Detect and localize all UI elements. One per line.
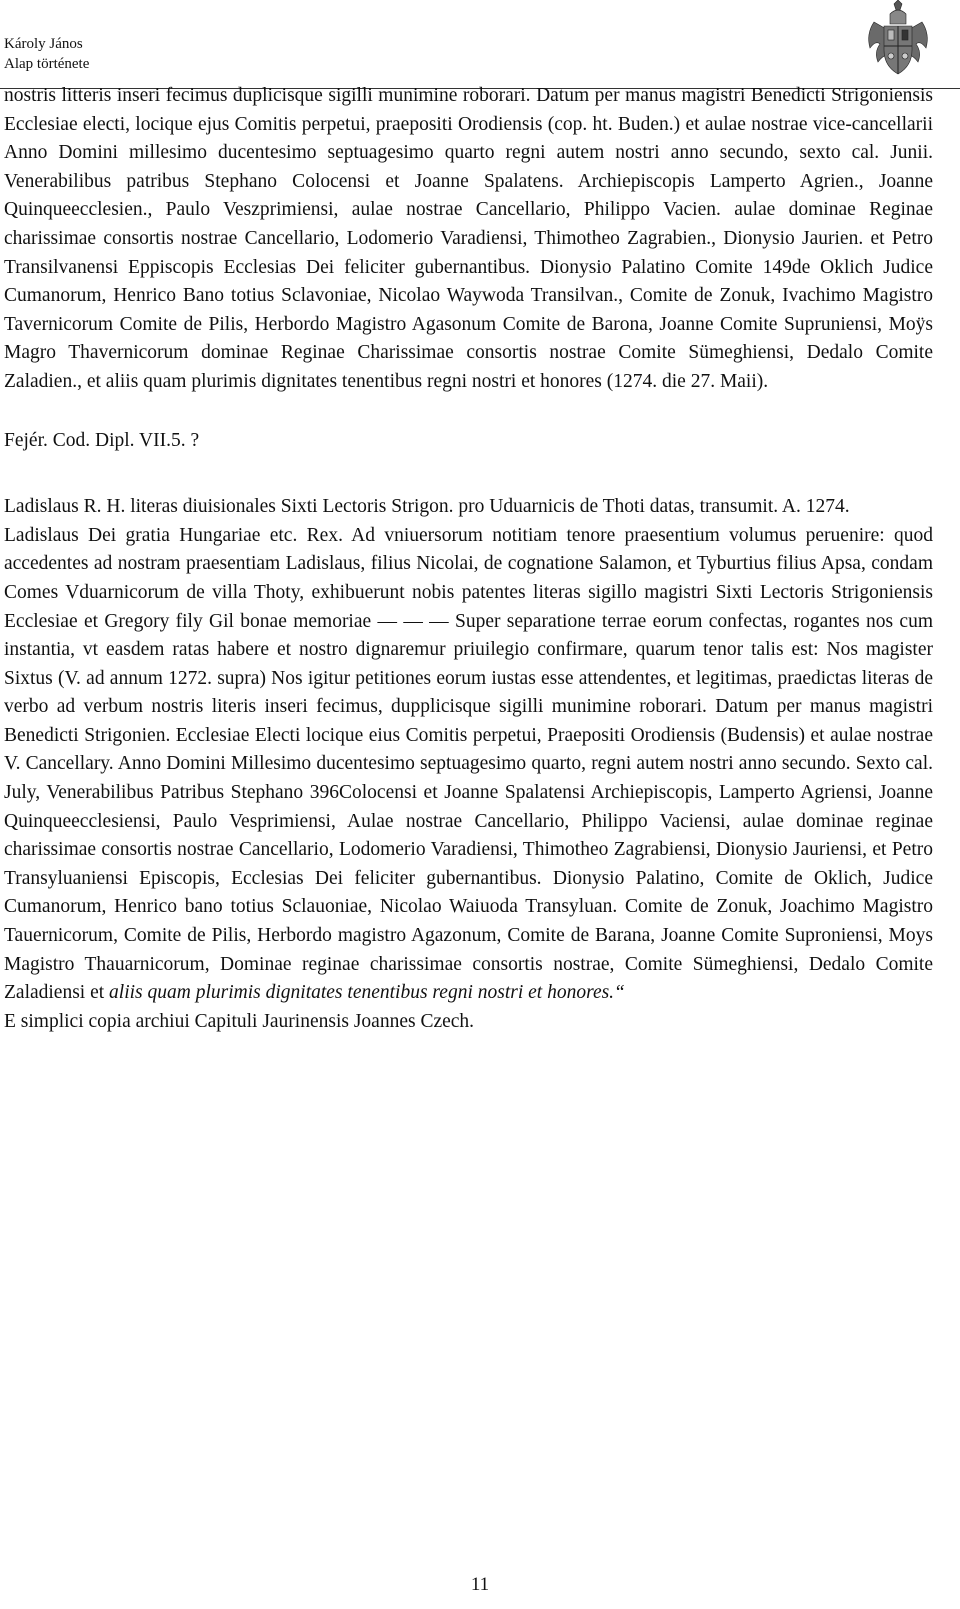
header-text (4, 34, 89, 74)
paragraph-charter-end: nostris litteris inseri fecimus duplicisque sigilli munimine roborari. Datum per manus magistri Benedicti Strigoniensis Ecclesiae electi, locique ejus Comitis perpetui, praepositi Orodiensis (cop. ht. Buden.) et aulae nostrae vice-cancellarii Anno Domini millesimo ducentesimo septuagesimo quarto regni autem nostri anno secundo, sexto cal. Junii. Venerabilibus patribus Stephano Colocensi et Joanne Spalatens. Archiepiscopis Lamperto Agrien., Joanne Quinqueecclesien., Paulo Veszprimiensi, aulae nostrae Cancellario, Philippo Vacien. aulae dominae Reginae charissimae consortis nostrae Cancellario, Lodomerio Varadiensi, Thimotheo Zagrabien., Dionysio Jaurien. et Petro Transilvanensi Eppiscopis Ecclesias Dei feliciter gubernantibus. Dionysio Palatino Comite 149de Oklich Judice Cumanorum, Henrico Bano totius Sclavoniae, Nicolao Waywoda Transilvan., Comite de Zonuk, Ivachimo Magistro Tavernicorum Comite de Pilis, Herbordo Magistro Agasonum Comite de Barona, Joanne Comite Supruniensi, Moÿs Magro Thavernicorum dominae Reginae Charissimae consortis nostrae Comite Sümeghiensi, Dedalo Comite Zaladien., et aliis quam plurimis dignitates tenentibus regni nostri et honores (1274. die 27. Maii). (4, 85, 933, 392)
page-header (0, 0, 960, 89)
source-citation: Fejér. Cod. Dipl. VII.5. ? (4, 429, 200, 451)
header-author: Károly János (4, 36, 83, 52)
paragraph-charter-main: Ladislaus Dei gratia Hungariae etc. Rex. Ad vniuersorum notitiam tenore praesentium volumus peruenire: quod accedentes ad nostram praesentiam Ladislaus, filius Nicolai, de cognatione Salamon, et Tyburtius filius Apsa, condam Comes Vduarnicorum de villa Thoty, exhibuerunt nobis patentes literas sigillo magistri Sixti Lectoris Strigoniensis Ecclesiae et Gregory fily Gil bonae memoriae ― ― ― Super separatione terrae eorum confectas, rogantes nos cum instantia, vt easdem ratas habere et nostro dignaremur priuilegio confirmare, quarum tenor talis est: Nos magister Sixtus (V. ad annum 1272. supra) Nos igitur petitiones eorum iustas esse attendentes, et legitimas, praedictas literas de verbo ad verbum nostris literis inseri fecimus, dupplicisque sigilli munimine roborari. Datum per manus magistri Benedicti Strigonien. Ecclesiae Electi locique eius Comitis perpetui, Praepositi Orodiensis (Budensis) et aulae nostrae V. Cancellary. Anno Domini Millesimo ducentesimo septuagesimo quarto, regni autem nostri anno secundo. Sexto cal. July, Venerabilibus Patribus Stephano 396Colocensi et Joanne Spalatensi Archiepiscopis, Lamperto Agriensi, Joanne Quinqueecclesiensi, Paulo Vesprimiensi, Aulae nostrae Cancellario, Philippo Vaciensi, aulae dominae reginae charissimae consortis nostrae Cancellario, Lodomerio Varadiensi, Thimotheo Zagrabiensi, Dionysio Jauriensi, et Petro Transyluaniensi Episcopis, Ecclesias Dei feliciter gubernantibus. Dionysio Palatino, Comite de Oklich, Judice Cumanorum, Henrico bano totius Sclauoniae, Nicolao Waiuoda Transyluan. Comite de Zonuk, Joachimo Magistro Tauernicorum, Comite de Pilis, Herbordo magistro Agazonum, Comite de Barana, Joanne Comite Suproniensi, Moys Magistro Thauarnicorum, Dominae reginae charissimae consortis nostrae, Comite Sümeghiensi, Dedalo Comite Zaladiensi et (4, 524, 933, 1004)
page-number: 11 (470, 1574, 490, 1595)
paragraph-charter-italic: aliis quam plurimis dignitates tenentibus regni nostri et honores.“ (109, 982, 625, 1004)
paragraph-copy-note: E simplici copia archiui Capituli Jaurinensis Joannes Czech. (4, 1010, 475, 1032)
coat-of-arms-icon (864, 0, 932, 78)
paragraph-heading-ladislaus: Ladislaus R. H. literas diuisionales Sixti Lectoris Strigon. pro Uduarnicis de Thoti datas, transumit. A. 1274. (4, 496, 850, 518)
document-body (4, 82, 933, 1036)
header-title: Alap története (4, 56, 90, 72)
paragraph-charter-text (4, 522, 933, 1008)
